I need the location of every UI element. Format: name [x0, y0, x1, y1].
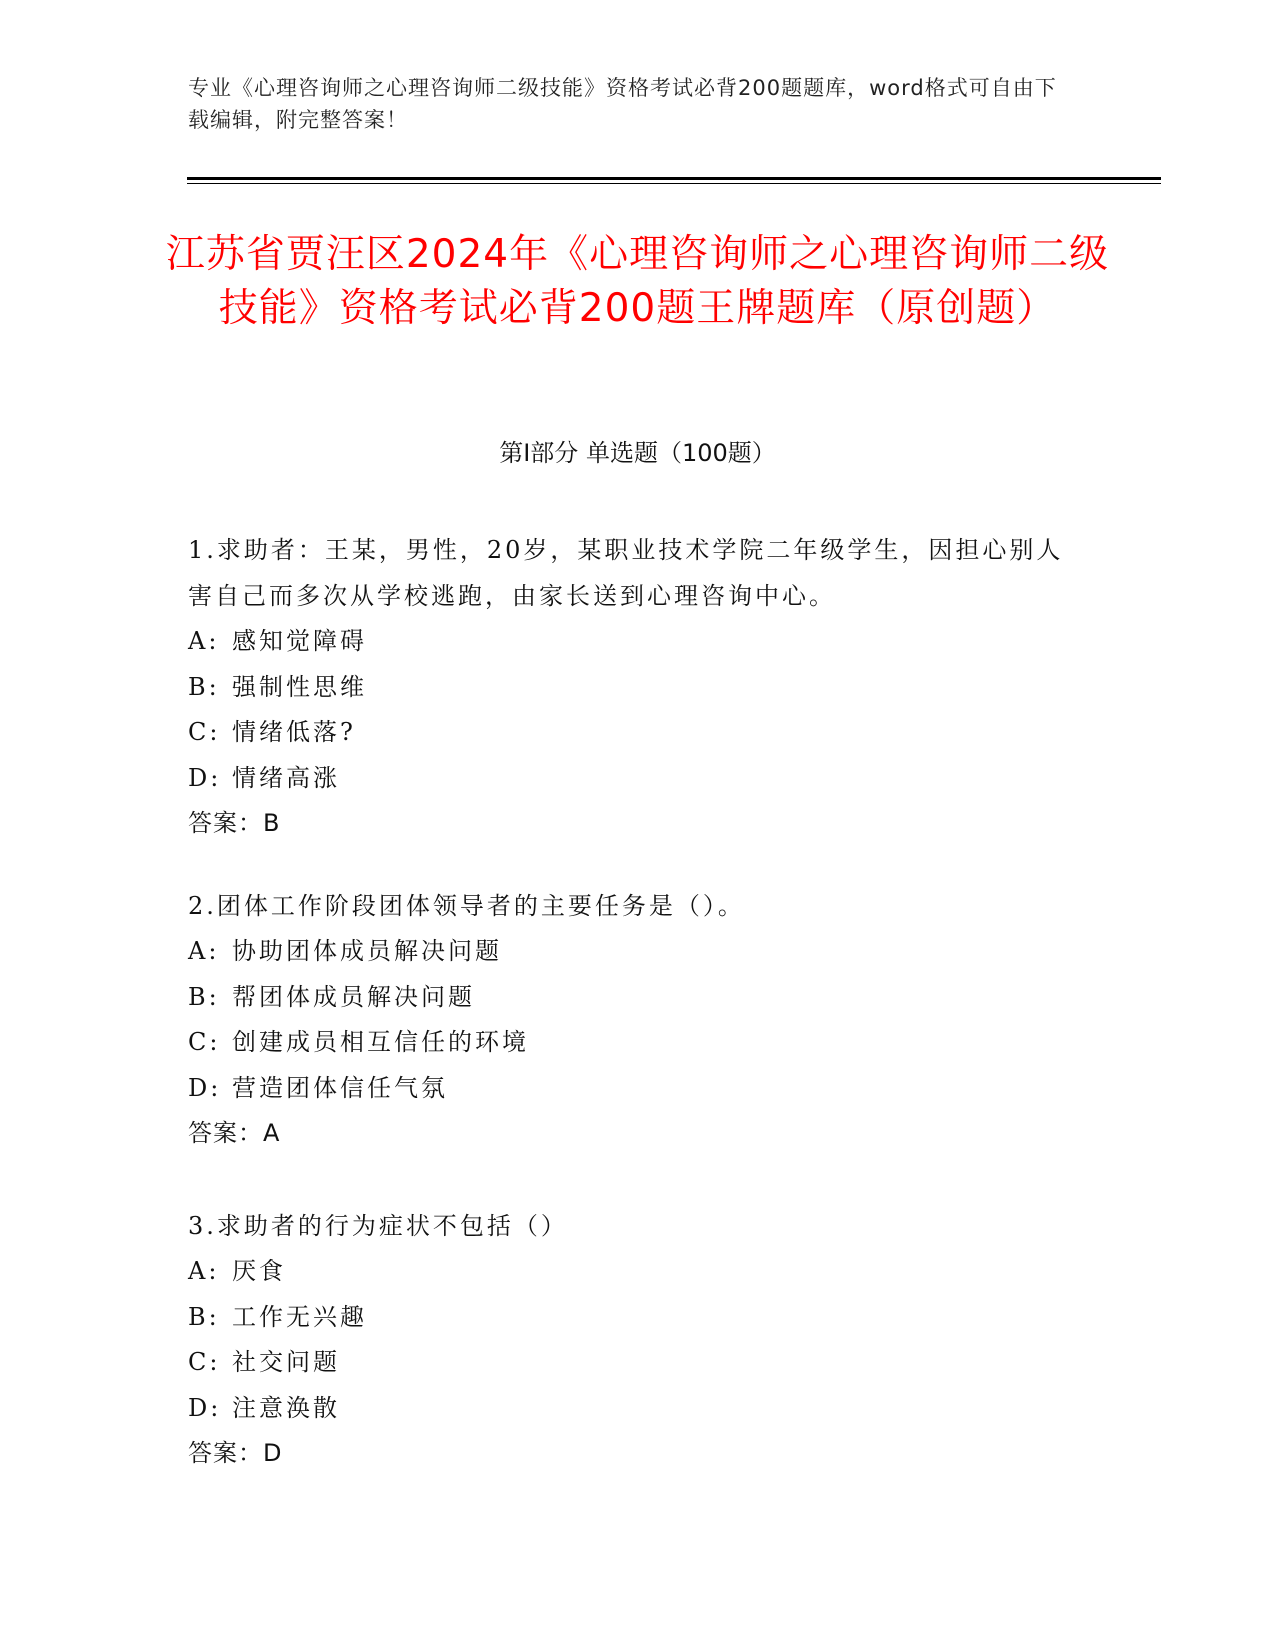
- question-stem: 2.团体工作阶段团体领导者的主要任务是（）。: [188, 892, 745, 920]
- option-b: [188, 1295, 1088, 1341]
- question-stem: 3.求助者的行为症状不包括（）: [188, 1212, 568, 1240]
- option-key: B:: [188, 1302, 220, 1331]
- option-key: C:: [188, 718, 221, 746]
- option-text: 社交问题: [232, 1348, 340, 1376]
- option-text: 工作无兴趣: [232, 1302, 367, 1331]
- option-text: 情绪低落?: [232, 718, 356, 746]
- document-title: 江苏省贾汪区2024年《心理咨询师之心理咨询师二级技能》资格考试必背200题王牌题库（原创题）: [165, 232, 1110, 331]
- option-key: D:: [188, 763, 222, 792]
- option-text: 帮团体成员解决问题: [232, 982, 475, 1011]
- question-block: [188, 1203, 1088, 1477]
- option-text: 强制性思维: [232, 672, 367, 701]
- option-c: [188, 710, 1088, 756]
- header-divider-thick: [187, 177, 1161, 180]
- answer-line: 答案：B: [188, 809, 281, 837]
- option-d: [188, 756, 1088, 802]
- option-a: [188, 619, 1088, 665]
- option-text: 协助团体成员解决问题: [232, 937, 502, 965]
- option-text: 情绪高涨: [232, 763, 340, 792]
- option-key: A:: [188, 1257, 220, 1285]
- option-text: 感知觉障碍: [232, 627, 367, 655]
- option-d: [188, 1066, 1088, 1112]
- option-key: D:: [188, 1393, 222, 1422]
- option-text: 厌食: [232, 1257, 286, 1285]
- option-key: A:: [188, 937, 220, 965]
- header-note: 专业《心理咨询师之心理咨询师二级技能》资格考试必背200题题库，word格式可自由下载编辑，附完整答案！: [188, 76, 1057, 132]
- option-key: C:: [188, 1028, 221, 1056]
- option-c: [188, 1020, 1088, 1066]
- option-c: [188, 1340, 1088, 1386]
- option-key: B:: [188, 672, 220, 701]
- answer-line: 答案：D: [188, 1439, 283, 1467]
- option-key: A:: [188, 627, 220, 655]
- option-b: [188, 665, 1088, 711]
- question-block: [188, 883, 1088, 1157]
- option-d: [188, 1386, 1088, 1432]
- option-key: C:: [188, 1348, 221, 1376]
- header-divider-thin: [187, 183, 1161, 184]
- option-key: B:: [188, 982, 220, 1011]
- option-a: [188, 1249, 1088, 1295]
- section-title: 第Ⅰ部分 单选题（100题）: [499, 439, 776, 467]
- option-a: [188, 929, 1088, 975]
- option-text: 注意涣散: [232, 1393, 340, 1422]
- question-block: [188, 527, 1088, 847]
- option-b: [188, 975, 1088, 1021]
- answer-line: 答案：A: [188, 1119, 281, 1147]
- option-key: D:: [188, 1073, 222, 1102]
- option-text: 创建成员相互信任的环境: [232, 1028, 529, 1056]
- question-stem: 1.求助者：王某，男性，20岁，某职业技术学院二年级学生，因担心别人害自己而多次从学校逃跑，由家长送到心理咨询中心。: [188, 536, 1064, 610]
- option-text: 营造团体信任气氛: [232, 1073, 448, 1102]
